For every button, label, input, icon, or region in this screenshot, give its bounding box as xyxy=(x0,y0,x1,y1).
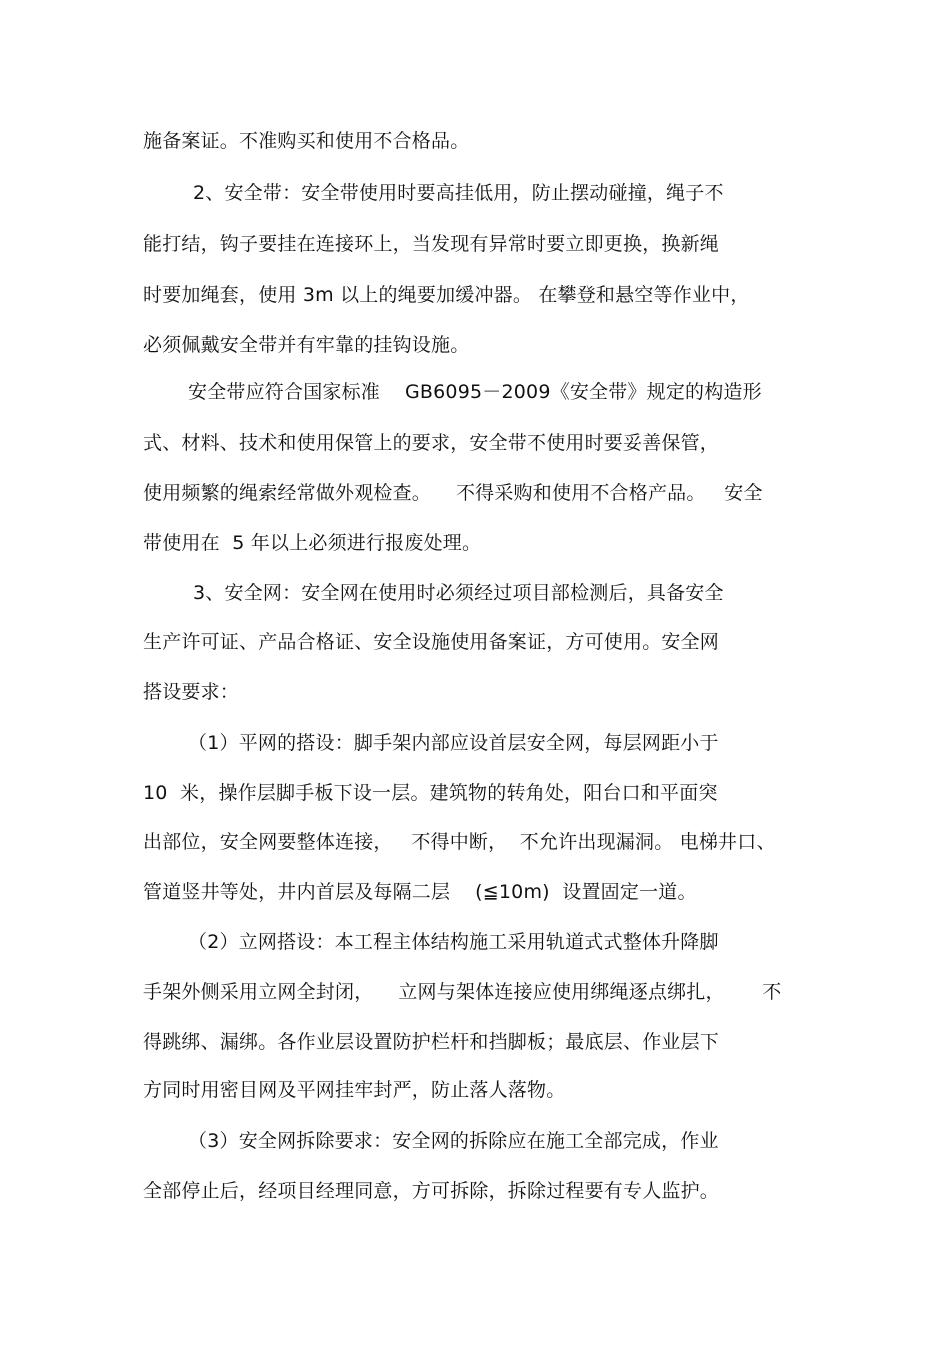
text-line: 3、安全网：安全网在使用时必须经过项目部检测后，具备安全 xyxy=(193,582,724,604)
text-line: （2）立网搭设：本工程主体结构施工采用轨道式式整体升降脚 xyxy=(188,931,719,953)
text-line: 式、材料、技术和使用保管上的要求，安全带不使用时要妥善保管， xyxy=(143,432,720,454)
text-line: 必须佩戴安全带并有牢靠的挂钩设施。 xyxy=(143,334,470,356)
text-line: 生产许可证、产品合格证、安全设施使用备案证，方可使用。安全网 xyxy=(143,631,720,653)
text-line: 施备案证。不准购买和使用不合格品。 xyxy=(143,130,470,152)
text-line: 得跳绑、漏绑。各作业层设置防护栏杆和挡脚板；最底层、作业层下 xyxy=(143,1031,720,1053)
text-line: 手架外侧采用立网全封闭， 立网与架体连接应使用绑绳逐点绑扎， 不 xyxy=(143,981,782,1003)
text-line: （3）安全网拆除要求：安全网的拆除应在施工全部完成，作业 xyxy=(188,1130,719,1152)
text-line: 全部停止后，经项目经理同意，方可拆除，拆除过程要有专人监护。 xyxy=(143,1180,720,1202)
text-line: 安全带应符合国家标准 GB6095－2009《安全带》规定的构造形 xyxy=(188,381,762,403)
text-line: 2、安全带：安全带使用时要高挂低用，防止摆动碰撞，绳子不 xyxy=(193,182,724,204)
text-line: 时要加绳套，使用 3m 以上的绳要加缓冲器。 在攀登和悬空等作业中， xyxy=(143,284,750,306)
text-line: 搭设要求： xyxy=(143,681,240,703)
text-line: 带使用在 5 年以上必须进行报废处理。 xyxy=(143,532,482,554)
text-line: 方同时用密目网及平网挂牢封严，防止落人落物。 xyxy=(143,1079,566,1101)
text-line: 出部位，安全网要整体连接， 不得中断， 不允许出现漏洞。 电梯井口、 xyxy=(143,831,776,853)
text-line: 使用频繁的绳索经常做外观检查。 不得采购和使用不合格产品。 安全 xyxy=(143,482,763,504)
text-line: 10 米，操作层脚手板下设一层。建筑物的转角处，阳台口和平面突 xyxy=(143,782,718,804)
text-line: 能打结，钩子要挂在连接环上，当发现有异常时要立即更换，换新绳 xyxy=(143,233,720,255)
text-line: 管道竖井等处，井内首层及每隔二层 (≦10m) 设置固定一道。 xyxy=(143,881,697,903)
text-line: （1）平网的搭设：脚手架内部应设首层安全网，每层网距小于 xyxy=(188,732,719,754)
